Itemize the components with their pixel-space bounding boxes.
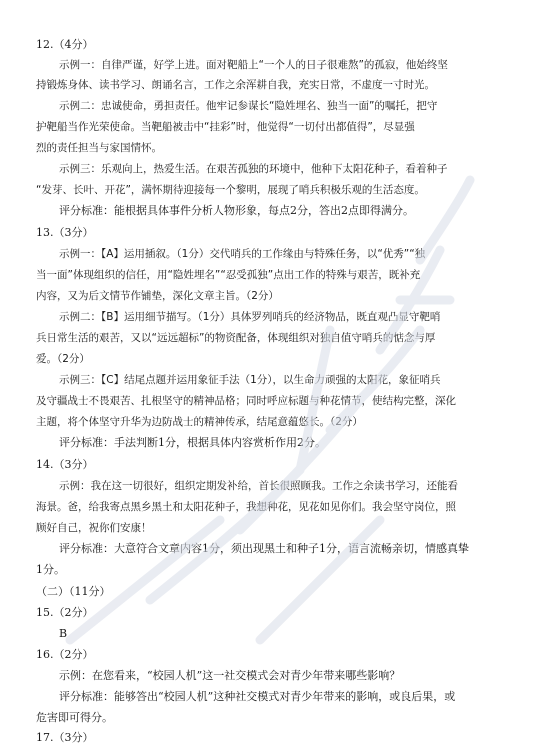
q14-scoring-line-1: 评分标准：大意符合文章内容1分，须出现黑土和种子1分，语言流畅亲切，情感真挚 (59, 542, 469, 555)
section-2-heading: （二）（11分） (36, 585, 111, 598)
q13-example-1-line-2: 当一面”体现组织的信任，用“隐姓埋名”“忍受孤独”点出工作的特殊与艰苦，既补充 (36, 269, 421, 281)
q12-example-2-line-3: 烈的责任担当与家国情怀。 (36, 142, 162, 154)
q12-example-1-line-1: 示例一：自律严谨，好学上进。面对靶船上“一个人的日子很难熬”的孤寂，他始终坚 (59, 59, 448, 71)
q12-example-2-line-2: 护靶船当作光荣使命。当靶船被击中“挂彩”时，他觉得“一切付出都值得”，尽显强 (36, 121, 415, 133)
question-16-heading: 16.（2分） (36, 648, 94, 661)
q13-example-1-line-1: 示例一：【A】运用插叙。（1分）交代哨兵的工作缘由与特殊任务，以“优秀”“独 (59, 248, 426, 260)
q16-example: 示例：在您看来，“校园人机”这一社交模式会对青少年带来哪些影响？ (59, 669, 401, 682)
question-12-heading: 12.（4分） (36, 38, 94, 51)
q13-example-3-line-1: 示例三：【C】结尾点题并运用象征手法（1分），以生命力顽强的太阳花，象征哨兵 (59, 374, 441, 386)
question-14-heading: 14.（3分） (36, 458, 94, 471)
q13-example-2-line-1: 示例二：【B】运用细节描写。（1分）具体罗列哨兵的经济物品，既直观凸显守靶哨 (59, 311, 441, 323)
q14-example-line-2: 海景。爸，给我寄点黑乡黑土和太阳花种子，我想种花，见花如见你们。我会坚守岗位，照 (36, 501, 456, 513)
q13-example-2-line-2: 兵日常生活的艰苦，又以“远远超标”的物资配备，体现组织对独自值守哨兵的惦念与厚 (36, 332, 436, 344)
question-13-heading: 13.（3分） (36, 226, 94, 239)
q16-scoring-line-2: 危害即可得分。 (36, 711, 113, 724)
q12-example-3-line-1: 示例三：乐观向上，热爱生活。在艰苦孤独的环境中，他种下太阳花种子，看着种子 (59, 163, 448, 175)
question-17-heading: 17.（3分） (36, 731, 94, 744)
q14-example-line-3: 顾好自己，祝你们安康！ (36, 522, 152, 534)
q12-scoring: 评分标准：能根据具体事件分析人物形象，每点2分，答出2点即得满分。 (59, 204, 414, 217)
q13-scoring: 评分标准：手法判断1分，根据具体内容赏析作用2分。 (59, 436, 326, 449)
q15-answer: B (59, 627, 68, 640)
question-15-heading: 15.（2分） (36, 606, 94, 619)
q12-example-2-line-1: 示例二：忠诚使命，勇担责任。他牢记参谋长“隐姓埋名、独当一面”的嘱托，把守 (59, 100, 438, 112)
q13-example-1-line-3: 内容，又为后文情节作铺垫，深化文章主旨。（2分） (36, 290, 279, 302)
q16-scoring-line-1: 评分标准：能够答出“校园人机”这种社交模式对青少年带来的影响，或良后果，或 (59, 690, 456, 703)
q12-example-1-line-2: 持锻炼身体、读书学习、朗诵名言，工作之余浑耕自我，充实日常，不虚度一寸时光。 (36, 79, 435, 91)
q14-scoring-line-2: 1分。 (36, 563, 65, 576)
q14-example-line-1: 示例：我在这一切很好，组织定期发补给，首长很照顾我。工作之余读书学习，还能看 (59, 480, 458, 492)
q13-example-2-line-3: 爱。（2分） (36, 353, 90, 365)
q12-example-3-line-2: “发芽、长叶、开花”，满怀期待迎接每一个黎明，展现了哨兵积极乐观的生活态度。 (36, 184, 425, 196)
q13-example-3-line-3: 主题，将个体坚守升华为边防战士的精神传承，结尾意蕴悠长。（2分） (36, 416, 363, 428)
q13-example-3-line-2: 及守疆战士不畏艰苦、扎根坚守的精神品格；同时呼应标题与种花情节，使结构完整，深化 (36, 395, 456, 407)
